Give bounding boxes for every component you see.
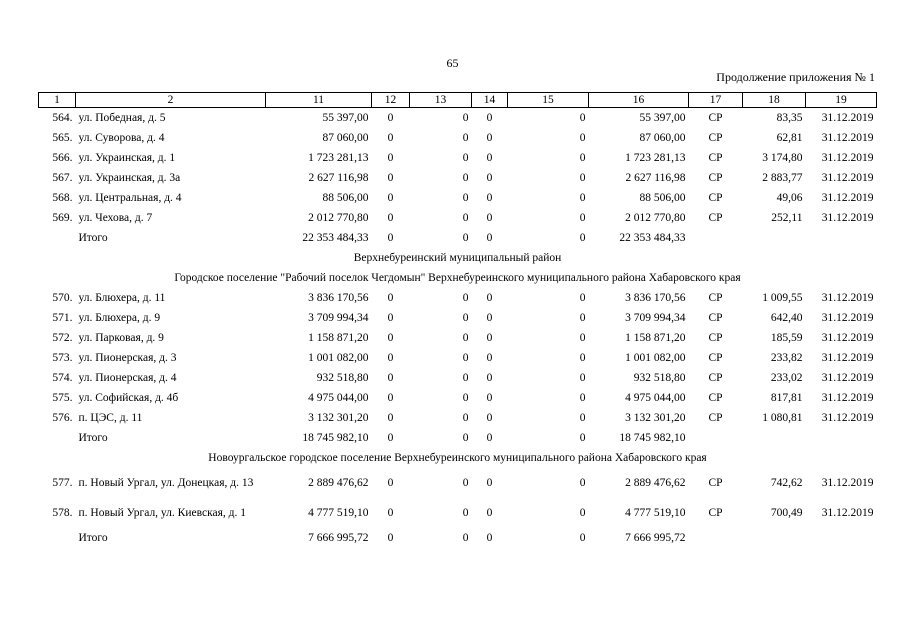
table-row-cell: 0 xyxy=(462,291,469,304)
total-row-cell xyxy=(39,428,76,448)
total-row-cell: 22 353 484,33 xyxy=(619,231,686,244)
table-row xyxy=(39,148,877,168)
section-heading-row xyxy=(39,248,877,268)
table-row-cell: ул. Центральная, д. 4 xyxy=(78,191,182,204)
table-row-cell: 568. xyxy=(52,191,73,204)
column-header-13: 13 xyxy=(410,93,472,108)
table-row-cell: СР xyxy=(708,506,723,519)
total-row-cell xyxy=(689,228,743,248)
table-row-cell: 3 836 170,56 xyxy=(625,291,686,304)
table-row xyxy=(39,368,877,388)
table-row-cell: 700,49 xyxy=(770,506,803,519)
table-row-cell: 83,35 xyxy=(776,111,803,124)
total-row-cell: 0 xyxy=(462,531,469,544)
table-row-cell: 564. xyxy=(52,111,73,124)
table-row-cell: 233,02 xyxy=(770,371,803,384)
total-row-cell xyxy=(39,528,76,548)
table-row-cell: 0 xyxy=(387,311,394,324)
table-row-cell: 0 xyxy=(387,151,394,164)
table-row-cell: СР xyxy=(708,111,723,124)
table-row-cell: СР xyxy=(708,391,723,404)
table-row-cell: 49,06 xyxy=(776,191,803,204)
table-row xyxy=(39,308,877,328)
total-row-cell: 22 353 484,33 xyxy=(302,231,369,244)
table-row-cell: 0 xyxy=(579,211,586,224)
header-row xyxy=(39,93,877,108)
table-row-cell: 31.12.2019 xyxy=(821,476,874,489)
table-row-cell: СР xyxy=(708,351,723,364)
total-row-cell: 18 745 982,10 xyxy=(302,431,369,444)
total-row-cell: 0 xyxy=(462,431,469,444)
table-row-cell: 1 001 082,00 xyxy=(308,351,369,364)
table-row-cell: 252,11 xyxy=(771,211,803,224)
table-row-cell: 88 506,00 xyxy=(322,191,369,204)
total-row-cell xyxy=(806,428,877,448)
table-row-cell: СР xyxy=(708,311,723,324)
table-row-cell: 0 xyxy=(486,476,493,489)
table-row-cell: 567. xyxy=(52,171,73,184)
table-row-cell: СР xyxy=(708,191,723,204)
table-row-cell: 2 627 116,98 xyxy=(308,171,369,184)
section-heading: Городское поселение "Рабочий поселок Чегдомын" Верхнебуреинского муниципального района Хабаровского края xyxy=(174,271,741,284)
table-row-cell: СР xyxy=(708,131,723,144)
table-row-cell: 87 060,00 xyxy=(639,131,686,144)
total-row-cell xyxy=(743,428,806,448)
total-row-cell: Итого xyxy=(78,231,108,244)
table-row-cell: 0 xyxy=(486,131,493,144)
total-row-cell: 0 xyxy=(579,231,586,244)
table-row-cell: 87 060,00 xyxy=(322,131,369,144)
table-row-cell: 0 xyxy=(486,331,493,344)
table-row-cell: 31.12.2019 xyxy=(821,151,874,164)
table-row-cell: ул. Блюхера, д. 9 xyxy=(78,311,161,324)
total-row-cell: 0 xyxy=(387,531,394,544)
total-row-cell: 0 xyxy=(387,431,394,444)
table-row-cell: 0 xyxy=(462,506,469,519)
table-row-cell: 0 xyxy=(579,151,586,164)
total-row-cell xyxy=(743,528,806,548)
table-row-cell: 0 xyxy=(486,171,493,184)
table-row xyxy=(39,348,877,368)
table-row-cell: 0 xyxy=(579,411,586,424)
total-row xyxy=(39,528,877,548)
table-row-cell: СР xyxy=(708,171,723,184)
table-row-cell: 4 777 519,10 xyxy=(625,506,686,519)
table-row-cell: 4 975 044,00 xyxy=(625,391,686,404)
total-row-cell: 0 xyxy=(579,431,586,444)
table-row-cell: 2 889 476,62 xyxy=(308,476,369,489)
table-row-cell: 0 xyxy=(579,476,586,489)
column-header-2: 2 xyxy=(76,93,266,108)
table-row-cell: 31.12.2019 xyxy=(821,391,874,404)
table-row xyxy=(39,388,877,408)
table-row-cell: 565. xyxy=(52,131,73,144)
table-row-cell: 0 xyxy=(387,506,394,519)
table-row-cell: 0 xyxy=(462,391,469,404)
total-row-cell: 0 xyxy=(486,231,493,244)
table-row-cell: 31.12.2019 xyxy=(821,131,874,144)
table-row-cell: 0 xyxy=(579,371,586,384)
total-row-cell: 0 xyxy=(462,231,469,244)
table-row-cell: 0 xyxy=(579,331,586,344)
table-row xyxy=(39,328,877,348)
table-row-cell: 0 xyxy=(579,391,586,404)
table-row-cell: 0 xyxy=(387,371,394,384)
table-row-cell: 817,81 xyxy=(770,391,803,404)
table-row-cell: 233,82 xyxy=(770,351,803,364)
page-number: 65 xyxy=(446,56,459,70)
section-heading-row xyxy=(39,268,877,288)
table-row-cell: 0 xyxy=(462,331,469,344)
table-row-cell: 2 012 770,80 xyxy=(625,211,686,224)
total-row-cell: 7 666 995,72 xyxy=(308,531,369,544)
table-row-cell: 0 xyxy=(579,506,586,519)
total-row-cell xyxy=(39,228,76,248)
table-row-cell: 55 397,00 xyxy=(639,111,686,124)
table-row-cell: 62,81 xyxy=(776,131,803,144)
table-row-cell: 31.12.2019 xyxy=(821,191,874,204)
table-row-cell: 0 xyxy=(486,351,493,364)
table-row-cell: 2 889 476,62 xyxy=(625,476,686,489)
table-row-cell: 742,62 xyxy=(770,476,803,489)
total-row-cell: 0 xyxy=(579,531,586,544)
table-row-cell: СР xyxy=(708,476,723,489)
table-row-cell: 0 xyxy=(462,371,469,384)
total-row-cell: 0 xyxy=(486,531,493,544)
table-row-cell: 4 975 044,00 xyxy=(308,391,369,404)
table-row-cell: 0 xyxy=(486,191,493,204)
table-row-cell: 3 709 994,34 xyxy=(308,311,369,324)
table-row xyxy=(39,188,877,208)
table-row-cell: 0 xyxy=(462,411,469,424)
total-row-cell: Итого xyxy=(78,531,108,544)
table-row-cell: 0 xyxy=(462,191,469,204)
total-row xyxy=(39,228,877,248)
total-row-cell xyxy=(806,228,877,248)
table-row-cell: 932 518,80 xyxy=(316,371,369,384)
table-row-cell: СР xyxy=(708,371,723,384)
table-row-cell: 0 xyxy=(462,111,469,124)
table-row-cell: 569. xyxy=(52,211,73,224)
table-row-cell: 3 174,80 xyxy=(762,151,803,164)
total-row-cell xyxy=(806,528,877,548)
table-row-cell: 1 723 281,13 xyxy=(308,151,369,164)
column-header-15: 15 xyxy=(508,93,589,108)
table-row-cell: 0 xyxy=(579,191,586,204)
table-row-cell: 1 001 082,00 xyxy=(625,351,686,364)
total-row xyxy=(39,428,877,448)
table-row-cell: ул. Софийская, д. 4б xyxy=(78,391,179,404)
section-heading: Новоургальское городское поселение Верхнебуреинского муниципального района Хабаровского края xyxy=(208,451,707,464)
table-row-cell: ул. Парковая, д. 9 xyxy=(78,331,164,344)
table-row-cell: 55 397,00 xyxy=(322,111,369,124)
table-row-cell: 572. xyxy=(52,331,73,344)
table-row xyxy=(39,168,877,188)
table-row-cell: 1 158 871,20 xyxy=(625,331,686,344)
table-row-cell: 0 xyxy=(387,391,394,404)
table-row-cell: ул. Суворова, д. 4 xyxy=(78,131,165,144)
table-row-cell: 0 xyxy=(486,291,493,304)
table-row-cell: 570. xyxy=(52,291,73,304)
table-row-cell: 0 xyxy=(462,311,469,324)
table-row-cell: 0 xyxy=(462,476,469,489)
table-row-cell: 0 xyxy=(486,391,493,404)
table-row-cell: 1 080,81 xyxy=(762,411,803,424)
column-header-1: 1 xyxy=(39,93,76,108)
table-row xyxy=(39,408,877,428)
table-row-cell: 31.12.2019 xyxy=(821,351,874,364)
table-row-cell: 0 xyxy=(387,171,394,184)
table-row-cell: 578. xyxy=(52,506,73,519)
table-row-cell: 642,40 xyxy=(770,311,803,324)
total-row-cell: 0 xyxy=(486,431,493,444)
table-row-cell: 0 xyxy=(387,351,394,364)
table-row-cell: 0 xyxy=(486,371,493,384)
table-row-cell: СР xyxy=(708,291,723,304)
table-row-cell: п. Новый Ургал, ул. Донецкая, д. 13 xyxy=(78,476,254,489)
table-row-cell: 0 xyxy=(387,331,394,344)
table-row-cell: 3 709 994,34 xyxy=(625,311,686,324)
appendix-table xyxy=(38,92,877,548)
total-row-cell xyxy=(689,528,743,548)
table-row-cell: СР xyxy=(708,331,723,344)
total-row-cell: Итого xyxy=(78,431,108,444)
table-row-cell: ул. Пионерская, д. 3 xyxy=(78,351,177,364)
table-row-cell: 0 xyxy=(579,291,586,304)
table-row-cell: 0 xyxy=(486,151,493,164)
table-row-cell: 0 xyxy=(462,171,469,184)
column-header-16: 16 xyxy=(589,93,689,108)
table-row-cell: 0 xyxy=(579,131,586,144)
table-row-cell: 0 xyxy=(579,311,586,324)
table-row-cell: 1 723 281,13 xyxy=(625,151,686,164)
column-header-19: 19 xyxy=(806,93,877,108)
table-row-cell: 31.12.2019 xyxy=(821,331,874,344)
table-row-cell: 2 012 770,80 xyxy=(308,211,369,224)
table-row xyxy=(39,498,877,528)
table-row-cell: ул. Победная, д. 5 xyxy=(78,111,166,124)
table-row-cell: ул. Украинская, д. 3а xyxy=(78,171,181,184)
table-row-cell: 0 xyxy=(387,131,394,144)
table-row-cell: 3 132 301,20 xyxy=(625,411,686,424)
table-row-cell: 0 xyxy=(387,291,394,304)
table-row xyxy=(39,208,877,228)
table-row-cell: 31.12.2019 xyxy=(821,111,874,124)
table-row-cell: 0 xyxy=(579,171,586,184)
table-row-cell: 3 836 170,56 xyxy=(308,291,369,304)
total-row-cell xyxy=(689,428,743,448)
continuation-note: Продолжение приложения № 1 xyxy=(716,70,875,84)
table-row-cell: 0 xyxy=(486,411,493,424)
table-row-cell: ул. Чехова, д. 7 xyxy=(78,211,153,224)
table-row-cell: 0 xyxy=(462,131,469,144)
table-row xyxy=(39,468,877,498)
table-row-cell: ул. Украинская, д. 1 xyxy=(78,151,176,164)
total-row-cell xyxy=(743,228,806,248)
table-row-cell: 31.12.2019 xyxy=(821,171,874,184)
table-row-cell: 2 627 116,98 xyxy=(625,171,686,184)
total-row-cell: 0 xyxy=(387,231,394,244)
table-row-cell: 31.12.2019 xyxy=(821,311,874,324)
table-row-cell: 575. xyxy=(52,391,73,404)
table-row-cell: 0 xyxy=(462,151,469,164)
table-row-cell: 0 xyxy=(387,111,394,124)
table-row-cell: 0 xyxy=(579,351,586,364)
table-row-cell: 31.12.2019 xyxy=(821,411,874,424)
table-row-cell: 31.12.2019 xyxy=(821,211,874,224)
table-row-cell: 0 xyxy=(486,506,493,519)
table-row-cell: 88 506,00 xyxy=(639,191,686,204)
table-row xyxy=(39,128,877,148)
table-row-cell: 566. xyxy=(52,151,73,164)
table-row-cell: ул. Пионерская, д. 4 xyxy=(78,371,177,384)
table-row-cell: 3 132 301,20 xyxy=(308,411,369,424)
table-row-cell: 0 xyxy=(387,191,394,204)
table-row-cell: 0 xyxy=(387,411,394,424)
table-row-cell: СР xyxy=(708,211,723,224)
table-row-cell: 573. xyxy=(52,351,73,364)
table-row-cell: 576. xyxy=(52,411,73,424)
section-heading: Верхнебуреинский муниципальный район xyxy=(353,251,562,264)
table-row-cell: 577. xyxy=(52,476,73,489)
table-row-cell: СР xyxy=(708,411,723,424)
table-body xyxy=(39,108,877,549)
table-row-cell: 31.12.2019 xyxy=(821,371,874,384)
table-row-cell: ул. Блюхера, д. 11 xyxy=(78,291,166,304)
table-row-cell: 0 xyxy=(486,111,493,124)
section-heading-row xyxy=(39,448,877,468)
table-row-cell: 4 777 519,10 xyxy=(308,506,369,519)
table-row-cell: 574. xyxy=(52,371,73,384)
total-row-cell: 18 745 982,10 xyxy=(619,431,686,444)
table-row-cell: 185,59 xyxy=(770,331,803,344)
table-row-cell: 31.12.2019 xyxy=(821,506,874,519)
table-row-cell: п. ЦЭС, д. 11 xyxy=(78,411,143,424)
column-header-14: 14 xyxy=(472,93,508,108)
table-row-cell: 0 xyxy=(486,211,493,224)
column-header-12: 12 xyxy=(372,93,410,108)
total-row-cell: 7 666 995,72 xyxy=(625,531,686,544)
column-header-17: 17 xyxy=(689,93,743,108)
table-row-cell: 0 xyxy=(486,311,493,324)
table-row-cell: п. Новый Ургал, ул. Киевская, д. 1 xyxy=(78,506,246,519)
table-row-cell: 2 883,77 xyxy=(762,171,803,184)
table-row-cell: 31.12.2019 xyxy=(821,291,874,304)
table-row-cell: 1 158 871,20 xyxy=(308,331,369,344)
table-row-cell: 0 xyxy=(387,476,394,489)
table-row-cell: 0 xyxy=(579,111,586,124)
table-row-cell: 0 xyxy=(462,211,469,224)
table-row-cell: 0 xyxy=(462,351,469,364)
column-header-11: 11 xyxy=(266,93,372,108)
table-row xyxy=(39,108,877,129)
table-row-cell: 0 xyxy=(387,211,394,224)
column-header-18: 18 xyxy=(743,93,806,108)
table-row-cell: 932 518,80 xyxy=(633,371,686,384)
table-row-cell: СР xyxy=(708,151,723,164)
table-row-cell: 571. xyxy=(52,311,73,324)
table-row xyxy=(39,288,877,308)
table-row-cell: 1 009,55 xyxy=(762,291,803,304)
